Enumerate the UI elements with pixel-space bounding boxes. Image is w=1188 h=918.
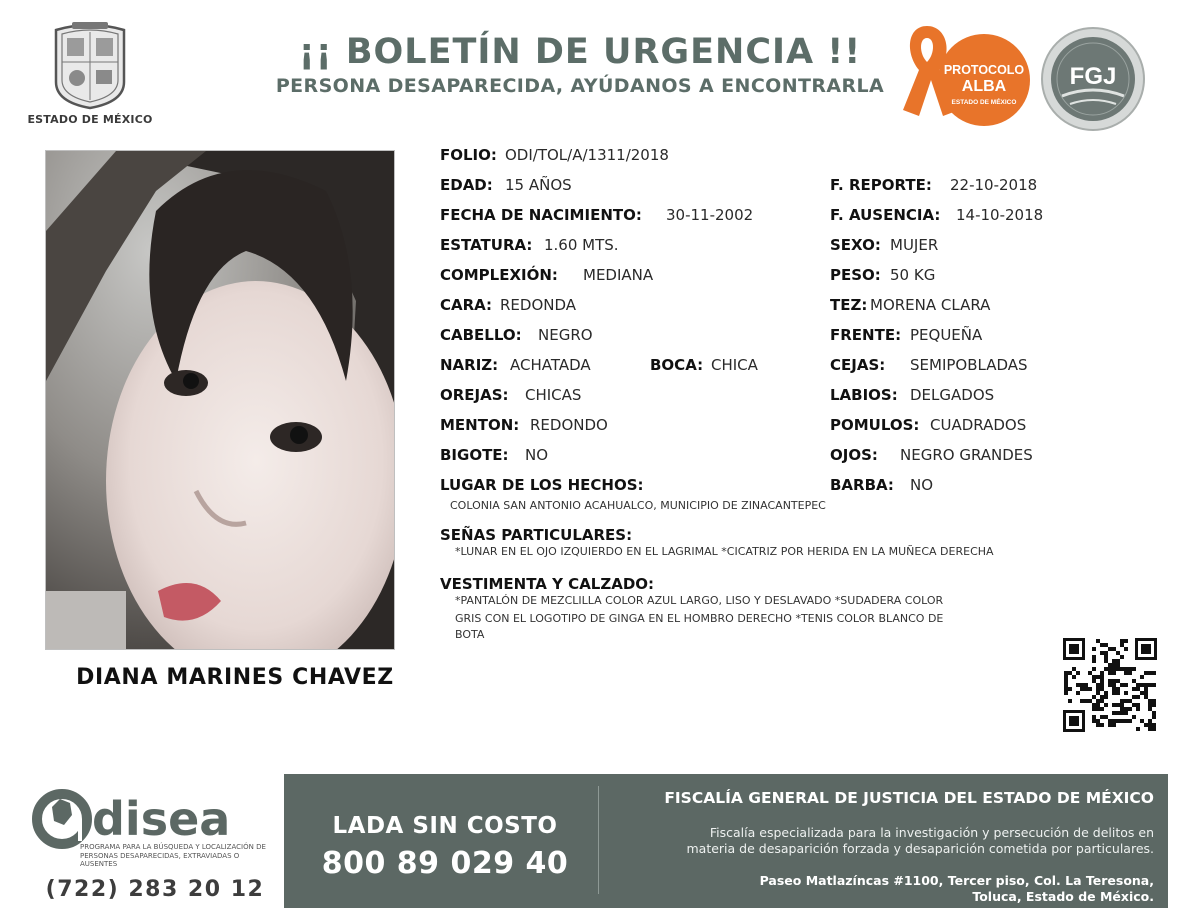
f-ausencia-value: 14-10-2018 — [956, 206, 1044, 224]
f-ausencia-label: F. AUSENCIA: — [830, 206, 941, 224]
bigote-value: NO — [525, 446, 549, 464]
lada-phone-number[interactable]: 800 89 029 40 — [321, 846, 569, 881]
address-line-2: Toluca, Estado de México. — [972, 889, 1154, 904]
peso-value: 50 KG — [890, 266, 936, 284]
address-line-1: Paseo Matlazíncas #1100, Tercer piso, Col. La Teresona, — [759, 873, 1154, 888]
vestimenta-line-2: GRIS CON EL LOGOTIPO DE GINGA EN EL HOMBRO DERECHO *TENIS COLOR BLANCO DE — [455, 612, 944, 625]
ojos-value: NEGRO GRANDES — [900, 446, 1033, 464]
person-name: DIANA MARINES CHAVEZ — [76, 665, 394, 690]
sexo-label: SEXO: — [830, 236, 881, 254]
lugar-hechos-value: COLONIA SAN ANTONIO ACAHUALCO, MUNICIPIO DE ZINACANTEPEC — [450, 499, 826, 512]
qr-code-icon[interactable] — [1063, 638, 1157, 732]
alba-line-1: PROTOCOLO — [943, 63, 1025, 77]
footer-divider — [598, 786, 599, 894]
vestimenta-line-3: BOTA — [455, 628, 485, 641]
cara-label: CARA: — [440, 296, 493, 314]
f-reporte-label: F. REPORTE: — [830, 176, 932, 194]
ojos-label: OJOS: — [830, 446, 878, 464]
fgj-letters: FGJ — [1069, 63, 1117, 90]
fiscalia-address — [606, 873, 1154, 905]
odisea-wordmark: disea — [92, 792, 231, 846]
fiscalia-name: FISCALÍA GENERAL DE JUSTICIA DEL ESTADO DE MÉXICO — [664, 789, 1154, 807]
peso-label: PESO: — [830, 266, 881, 284]
estatura-value: 1.60 MTS. — [544, 236, 619, 254]
missing-person-photo — [45, 150, 395, 650]
tez-label: TEZ: — [830, 296, 868, 314]
edad-value: 15 AÑOS — [505, 176, 572, 194]
complexion-label: COMPLEXIÓN: — [440, 266, 558, 284]
f-reporte-value: 22-10-2018 — [950, 176, 1038, 194]
fiscalia-description — [606, 825, 1154, 857]
frente-value: PEQUEÑA — [910, 326, 983, 344]
fecha-nacimiento-label: FECHA DE NACIMIENTO: — [440, 206, 642, 224]
folio-label: FOLIO: — [440, 146, 497, 164]
barba-label: BARBA: — [830, 476, 894, 494]
boca-label: BOCA: — [650, 356, 704, 374]
fiscalia-desc-line-1: Fiscalía especializada para la investigación y persecución de delitos en — [709, 825, 1154, 840]
odisea-program-caption: PROGRAMA PARA LA BÚSQUEDA Y LOCALIZACIÓN DE PERSONAS DESAPARECIDAS, EXTRAVIADAS O AUSENTES — [80, 843, 266, 868]
pomulos-label: POMULOS: — [830, 416, 920, 434]
fgj-logo-icon — [1040, 26, 1146, 132]
tez-value: MORENA CLARA — [870, 296, 991, 314]
folio-value: ODI/TOL/A/1311/2018 — [505, 146, 669, 164]
frente-label: FRENTE: — [830, 326, 902, 344]
barba-value: NO — [910, 476, 934, 494]
senas-label: SEÑAS PARTICULARES: — [440, 526, 633, 544]
bigote-label: BIGOTE: — [440, 446, 509, 464]
nariz-label: NARIZ: — [440, 356, 499, 374]
cabello-label: CABELLO: — [440, 326, 522, 344]
cabello-value: NEGRO — [538, 326, 593, 344]
bulletin-subtitle: PERSONA DESAPARECIDA, AYÚDANOS A ENCONTRARLA — [275, 75, 885, 97]
orejas-value: CHICAS — [525, 386, 582, 404]
odisea-phone-number[interactable]: (722) 283 20 12 — [45, 877, 265, 902]
labios-label: LABIOS: — [830, 386, 898, 404]
edad-label: EDAD: — [440, 176, 493, 194]
cara-value: REDONDA — [500, 296, 577, 314]
seal-caption: ESTADO DE MÉXICO — [27, 113, 153, 126]
protocolo-alba-logo-icon — [897, 18, 1032, 136]
menton-label: MENTON: — [440, 416, 520, 434]
senas-value: *LUNAR EN EL OJO IZQUIERDO EN EL LAGRIMAL *CICATRIZ POR HERIDA EN LA MUÑECA DERECHA — [455, 545, 994, 558]
estatura-label: ESTATURA: — [440, 236, 533, 254]
menton-value: REDONDO — [530, 416, 608, 434]
boca-value: CHICA — [711, 356, 758, 374]
photo-portrait — [46, 151, 395, 650]
bulletin-title: ¡¡ BOLETÍN DE URGENCIA !! — [298, 32, 862, 72]
complexion-value: MEDIANA — [583, 266, 654, 284]
sexo-value: MUJER — [890, 236, 939, 254]
pomulos-value: CUADRADOS — [930, 416, 1027, 434]
estado-de-mexico-seal-icon — [50, 20, 130, 110]
labios-value: DELGADOS — [910, 386, 995, 404]
lugar-hechos-label: LUGAR DE LOS HECHOS: — [440, 476, 644, 494]
vestimenta-label: VESTIMENTA Y CALZADO: — [440, 575, 655, 593]
nariz-value: ACHATADA — [510, 356, 591, 374]
alba-line-2: ALBA — [961, 78, 1007, 95]
orejas-label: OREJAS: — [440, 386, 509, 404]
lada-sin-costo-label: LADA SIN COSTO — [332, 813, 558, 839]
fiscalia-desc-line-2: materia de desaparición forzada y desaparición cometida por particulares. — [686, 841, 1154, 856]
vestimenta-line-1: *PANTALÓN DE MEZCLILLA COLOR AZUL LARGO, LISO Y DESLAVADO *SUDADERA COLOR — [455, 594, 944, 607]
cejas-value: SEMIPOBLADAS — [910, 356, 1028, 374]
cejas-label: CEJAS: — [830, 356, 886, 374]
fecha-nacimiento-value: 30-11-2002 — [666, 206, 754, 224]
alba-line-3: ESTADO DE MÉXICO — [951, 99, 1017, 106]
